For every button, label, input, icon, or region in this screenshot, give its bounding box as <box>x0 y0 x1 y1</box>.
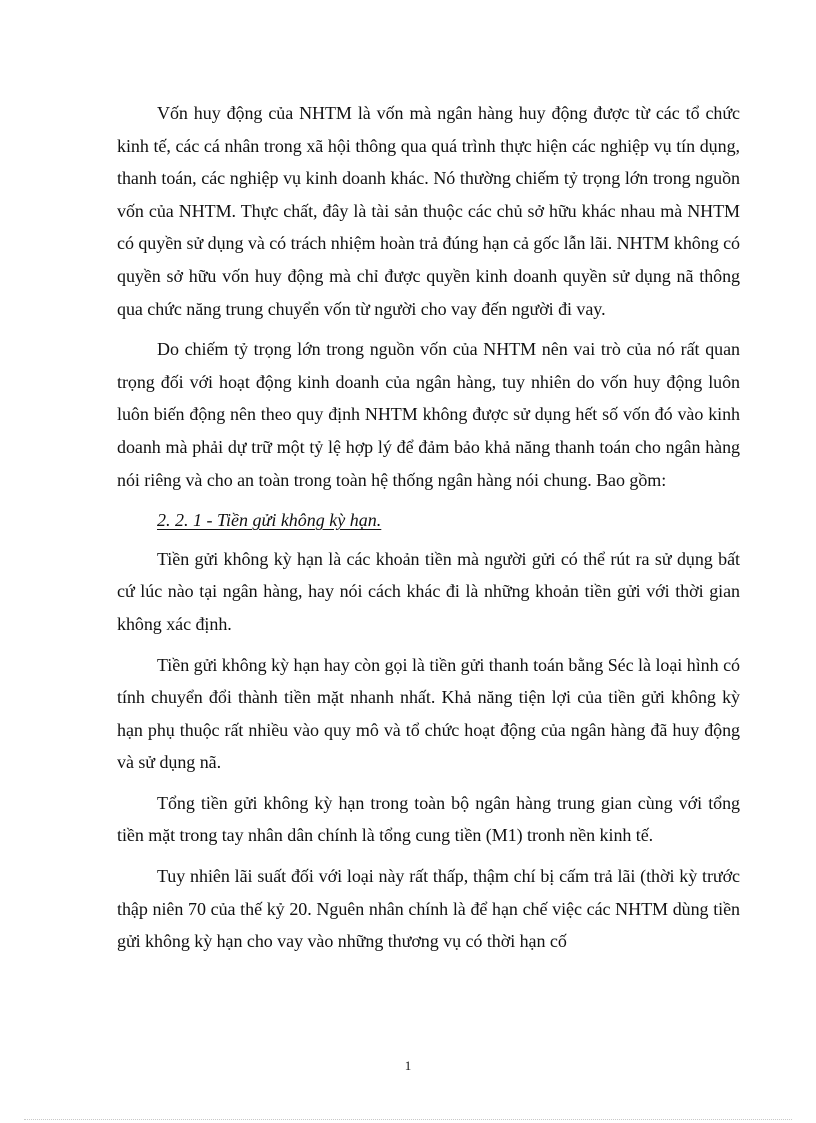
paragraph-interest-rate: Tuy nhiên lãi suất đối với loại này rất thấp, thậm chí bị cấm trả lãi (thời kỳ trước thập niên 70 của thế kỷ 20. Nguên nhân chính là để hạn chế việc các NHTM dùng tiền gửi không kỳ hạn cho vay vào những thương vụ có thời hạn cố <box>117 866 740 952</box>
page-break-line <box>24 1119 792 1120</box>
paragraph-mobilized-capital-definition: Vốn huy động của NHTM là vốn mà ngân hàng huy động được từ các tổ chức kinh tế, các cá nhân trong xã hội thông qua quá trình thực hiện các nghiệp vụ tín dụng, thanh toán, các nghiệp vụ kinh doanh khác. Nó thường chiếm tỷ trọng lớn trong nguồn vốn của NHTM. Thực chất, đây là tài sản thuộc các chủ sở hữu khác nhau mà NHTM có quyền sử dụng và có trách nhiệm hoàn trả đúng hạn cả gốc lẫn lãi. NHTM không có quyền sở hữu vốn huy động mà chỉ được quyền kinh doanh quyền sử dụng nã thông qua chức năng trung chuyển vốn từ người cho vay đến người đi vay. <box>117 103 740 319</box>
paragraph-demand-deposit-definition: Tiền gửi không kỳ hạn là các khoản tiền mà người gửi có thể rút ra sử dụng bất cứ lúc nào tại ngân hàng, hay nói cách khác đi là những khoản tiền gửi với thời gian không xác định. <box>117 548 740 634</box>
section-heading-text: 2. 2. 1 - Tiền gửi không kỳ hạn. <box>157 510 382 531</box>
page-content <box>117 97 740 966</box>
paragraph-mobilized-capital-role: Do chiếm tỷ trọng lớn trong nguồn vốn của NHTM nên vai trò của nó rất quan trọng đối với hoạt động kinh doanh của ngân hàng, tuy nhiên do vốn huy động luôn luôn biến động nên theo quy định NHTM không được sử dụng hết số vốn đó vào kinh doanh mà phải dự trữ một tỷ lệ hợp lý để đảm bảo khả năng thanh toán cho ngân hàng nói riêng và cho an toàn trong toàn hệ thống ngân hàng nói chung. Bao gồm: <box>117 339 740 490</box>
paragraph-money-supply: Tổng tiền gửi không kỳ hạn trong toàn bộ ngân hàng trung gian cùng với tổng tiền mặt trong tay nhân dân chính là tổng cung tiền (M1) tronh nền kinh tế. <box>117 792 740 846</box>
section-heading <box>117 504 740 537</box>
paragraph-demand-deposit-cheque: Tiền gửi không kỳ hạn hay còn gọi là tiền gửi thanh toán bằng Séc là loại hình có tính chuyển đổi thành tiền mặt nhanh nhất. Khả năng tiện lợi của tiền gửi không kỳ hạn phụ thuộc rất nhiều vào quy mô và tổ chức hoạt động của ngân hàng đã huy động và sử dụng nã. <box>117 654 740 773</box>
page-number: 1 <box>404 1058 412 1073</box>
